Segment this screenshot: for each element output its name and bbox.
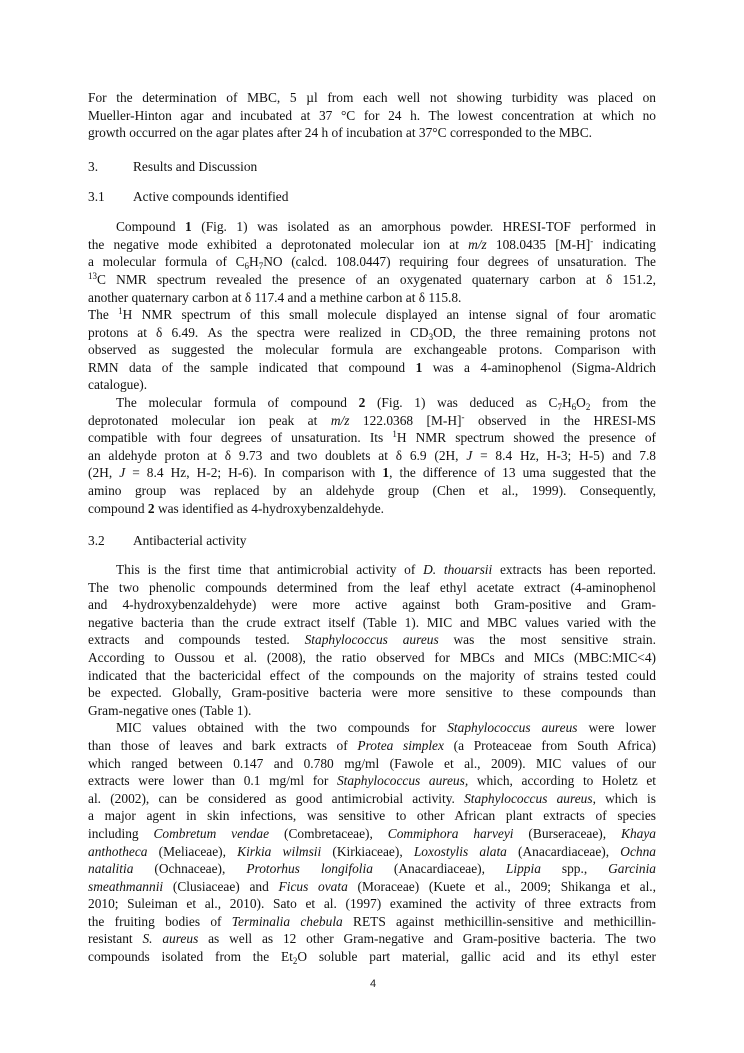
- text-line: [88, 948, 656, 966]
- text-run: O soluble part material, gallic acid and its ethyl ester: [297, 949, 656, 965]
- page-body: [88, 89, 656, 966]
- text-line: [88, 218, 656, 236]
- text-run: protons at δ 6.49. As the spectra were realized in CD: [88, 324, 429, 340]
- text-line: [88, 464, 656, 482]
- paragraph: [88, 561, 656, 719]
- text-line: [88, 913, 656, 931]
- text-run: = 8.4 Hz, H-2; H-6). In comparison with: [125, 465, 383, 481]
- text-run: H: [561, 395, 572, 411]
- text-line: [88, 359, 656, 377]
- subscript-text: 7: [258, 261, 264, 271]
- text-line: [88, 719, 656, 737]
- text-line: [88, 579, 656, 597]
- bold-text: 1: [382, 465, 390, 481]
- text-line: [88, 376, 656, 394]
- text-run: = 8.4 Hz, H-3; H-5) and 7.8: [472, 447, 656, 463]
- section-title: Active compounds identified: [133, 189, 289, 205]
- italic-text: Khaya: [621, 825, 656, 841]
- text-run: 2010; Suleiman et al., 2010). Sato et al. (1997) examined the activity of three extracts from: [88, 896, 656, 912]
- text-run: the fruiting bodies of: [88, 913, 232, 929]
- page-number: 4: [369, 978, 377, 990]
- text-line: [88, 482, 656, 500]
- text-run: and 4-hydroxybenzaldehyde) were more active against both Gram-positive and Gram-: [88, 597, 656, 613]
- text-run: compound: [88, 500, 148, 516]
- text-run: C NMR spectrum revealed the presence of an oxygenated quaternary carbon at δ 151.2,: [97, 271, 656, 287]
- text-run: was a 4-aminophenol (Sigma-Aldrich: [422, 359, 656, 375]
- italic-text: J: [466, 447, 473, 463]
- italic-text: anthotheca: [88, 843, 148, 859]
- text-run: was the most sensitive strain.: [438, 632, 656, 648]
- text-run: growth occurred on the agar plates after 24 h of incubation at 37°C corresponded to the MBC.: [88, 125, 593, 141]
- text-run: (Ochnaceae),: [133, 861, 247, 877]
- text-run: observed as suggested the molecular formula are exchangeable protons. Comparison with: [88, 342, 656, 358]
- section-heading: [88, 532, 656, 550]
- text-run: indicated that the bactericidal effect of the compounds on the majority of strains tested could: [88, 667, 656, 683]
- text-run: which, according to Holetz et: [468, 773, 656, 789]
- italic-text: Lippia: [505, 861, 541, 877]
- text-run: (Kirkiaceae),: [321, 843, 414, 859]
- superscript-text: -: [590, 235, 594, 246]
- italic-text: smeathmannii: [88, 878, 164, 894]
- text-run: from the: [590, 395, 656, 411]
- section-number: 3.2: [88, 533, 105, 549]
- text-line: [88, 684, 656, 702]
- text-run: 108.0435 [M-H]: [486, 236, 591, 252]
- text-run: indicating: [593, 236, 656, 252]
- text-run: deprotonated molecular ion peak at: [88, 412, 331, 428]
- text-line: [88, 306, 656, 324]
- text-run: extracts and compounds tested.: [88, 632, 305, 648]
- italic-text: Kirkia wilmsii: [237, 843, 322, 859]
- text-run: (Anacardiaceae),: [372, 861, 506, 877]
- text-line: [88, 89, 656, 107]
- text-run: were lower: [577, 720, 656, 736]
- italic-text: Loxostylis alata: [413, 843, 507, 859]
- text-line: [88, 755, 656, 773]
- text-run: , which is: [592, 790, 656, 806]
- text-line: [88, 825, 656, 843]
- text-run: (Fig. 1) was isolated as an amorphous powder. HRESI-TOF performed in: [191, 219, 656, 235]
- italic-text: Staphylococcus aureus: [447, 720, 578, 736]
- text-run: negative bacteria than the crude extract itself (Table 1). MIC and MBC values varied with the: [88, 614, 656, 630]
- subscript-text: 3: [428, 331, 434, 342]
- text-run: extracts has been reported.: [492, 562, 656, 578]
- italic-text: Staphylococcus aureus,: [336, 773, 469, 789]
- italic-text: Combretum vendae: [153, 825, 270, 841]
- section-number: 3.1: [88, 189, 105, 205]
- bold-text: 1: [185, 219, 192, 235]
- text-line: [88, 107, 656, 125]
- text-run: including: [88, 825, 154, 841]
- text-run: spp.,: [540, 861, 609, 877]
- text-run: which ranged between 0.147 and 0.780 mg/ml (Fawole et al., 2009). MIC values of our: [88, 755, 656, 771]
- text-line: [88, 702, 656, 720]
- text-run: According to Oussou et al. (2008), the ratio observed for MBCs and MICs (MBC:MIC<4): [88, 649, 656, 665]
- text-run: H: [249, 254, 259, 270]
- text-line: [88, 631, 656, 649]
- text-line: [88, 429, 656, 447]
- text-run: (Meliaceae),: [147, 843, 238, 859]
- text-run: MIC values obtained with the two compounds for: [116, 720, 448, 736]
- text-line: [88, 561, 656, 579]
- text-line: [88, 412, 656, 430]
- text-run: than those of leaves and bark extracts of: [88, 737, 358, 753]
- paragraph: [88, 89, 656, 142]
- text-run: The: [88, 307, 119, 323]
- bold-text: 2: [147, 500, 155, 516]
- bold-text: 1: [415, 359, 423, 375]
- text-line: [88, 124, 656, 142]
- italic-text: m/z: [330, 412, 350, 428]
- text-run: H NMR spectrum of this small molecule displayed an intense signal of four aromatic: [122, 307, 656, 323]
- text-run: compatible with four degrees of unsaturation. Its: [88, 430, 393, 446]
- section-title: Antibacterial activity: [133, 533, 247, 549]
- italic-text: Terminalia chebula: [231, 913, 343, 929]
- text-line: [88, 667, 656, 685]
- text-run: (Burseraceae),: [513, 825, 622, 841]
- text-line: [88, 895, 656, 913]
- text-run: (a Proteaceae from South Africa): [443, 737, 656, 753]
- text-run: a major agent in skin infections, was sensitive to other African plant extracts of species: [88, 808, 656, 824]
- bold-text: 2: [358, 395, 366, 411]
- text-run: Compound: [116, 219, 186, 235]
- italic-text: S. aureus: [142, 931, 199, 947]
- text-run: another quaternary carbon at δ 117.4 and a methine carbon at δ 115.8.: [88, 289, 462, 305]
- superscript-text: 1: [118, 306, 123, 317]
- text-run: (Fig. 1) was deduced as C: [365, 395, 558, 411]
- subscript-text: 6: [571, 402, 577, 412]
- text-run: RETS against methicillin-sensitive and methicillin-: [342, 913, 656, 929]
- text-run: resistant: [88, 931, 143, 947]
- text-line: [88, 649, 656, 667]
- text-line: [88, 737, 656, 755]
- text-run: Gram-negative ones (Table 1).: [88, 702, 252, 718]
- subscript-text: 7: [557, 402, 562, 412]
- paragraph: [88, 306, 656, 394]
- text-run: a molecular formula of C: [88, 254, 245, 270]
- text-line: [88, 843, 656, 861]
- text-line: [88, 447, 656, 465]
- text-run: (Moraceae) (Kuete et al., 2009; Shikanga et al.,: [347, 878, 656, 894]
- italic-text: natalitia: [88, 861, 134, 877]
- text-run: (2H,: [88, 465, 120, 481]
- italic-text: Garcinia: [608, 861, 656, 877]
- text-run: The molecular formula of compound: [116, 395, 359, 411]
- text-line: [88, 614, 656, 632]
- text-line: [88, 860, 656, 878]
- text-line: [88, 236, 656, 254]
- text-run: amino group was replaced by an aldehyde group (Chen et al., 1999). Consequently,: [88, 483, 656, 499]
- italic-text: m/z: [468, 236, 487, 252]
- text-run: catalogue).: [88, 377, 148, 393]
- italic-text: Protea simplex: [357, 737, 444, 753]
- text-line: [88, 253, 656, 271]
- text-run: the negative mode exhibited a deprotonated molecular ion at: [88, 236, 469, 252]
- text-run: was identified as 4-hydroxybenzaldehyde.: [154, 500, 385, 516]
- text-run: , the difference of 13 uma suggested that the: [389, 465, 656, 481]
- text-line: [88, 271, 656, 289]
- section-heading: [88, 188, 656, 206]
- text-line: [88, 807, 656, 825]
- italic-text: D. thouarsii: [423, 562, 493, 578]
- italic-text: J: [119, 465, 126, 481]
- italic-text: Staphylococcus aureus: [464, 790, 593, 806]
- text-run: 122.0368 [M-H]: [349, 412, 462, 428]
- text-run: H NMR spectrum showed the presence of: [396, 430, 656, 446]
- paragraph: [88, 218, 656, 306]
- text-run: For the determination of MBC, 5 µl from each well not showing turbidity was placed on: [88, 90, 656, 105]
- text-line: [88, 772, 656, 790]
- text-line: [88, 394, 656, 412]
- paragraph: [88, 394, 656, 517]
- text-line: [88, 341, 656, 359]
- italic-text: Ficus ovata: [278, 878, 348, 894]
- text-line: [88, 930, 656, 948]
- superscript-text: -: [461, 411, 465, 422]
- text-run: al. (2002), can be considered as good antimicrobial activity.: [88, 790, 465, 806]
- text-run: NO (calcd. 108.0447) requiring four degrees of unsaturation. The: [263, 254, 656, 270]
- text-run: (Combretaceae),: [269, 825, 388, 841]
- text-line: [88, 790, 656, 808]
- text-line: [88, 500, 656, 518]
- text-run: extracts were lower than 0.1 mg/ml for: [88, 773, 337, 789]
- text-line: [88, 324, 656, 342]
- text-run: as well as 12 other Gram-negative and Gram-positive bacteria. The two: [198, 931, 656, 947]
- paragraph: [88, 719, 656, 965]
- text-run: Mueller-Hinton agar and incubated at 37 °C for 24 h. The lowest concentration at which no: [88, 107, 656, 123]
- text-run: (Clusiaceae) and: [163, 878, 279, 894]
- superscript-text: 1: [392, 429, 397, 440]
- text-run: compounds isolated from the Et: [88, 949, 293, 965]
- text-run: O: [576, 395, 586, 411]
- text-run: observed in the HRESI-MS: [464, 412, 656, 428]
- subscript-text: 2: [585, 402, 591, 412]
- italic-text: Protorhus longifolia: [246, 861, 373, 877]
- text-run: OD, the three remaining protons not: [433, 324, 656, 340]
- subscript-text: 6: [244, 261, 250, 271]
- text-run: The two phenolic compounds determined from the leaf ethyl acetate extract (4-aminophenol: [88, 579, 656, 595]
- text-run: (Anacardiaceae),: [506, 843, 621, 859]
- italic-text: Ochna: [620, 843, 656, 859]
- text-line: [88, 878, 656, 896]
- text-run: This is the first time that antimicrobial activity of: [116, 562, 424, 578]
- section-title: Results and Discussion: [133, 159, 258, 175]
- superscript-text: 13: [88, 270, 97, 281]
- subscript-text: 2: [292, 956, 298, 966]
- text-run: an aldehyde proton at δ 9.73 and two doublets at δ 6.9 (2H,: [88, 447, 467, 463]
- text-run: be expected. Globally, Gram-positive bacteria were more sensitive to these compounds than: [88, 685, 656, 701]
- text-line: [88, 289, 656, 307]
- section-heading: [88, 158, 656, 176]
- text-line: [88, 596, 656, 614]
- section-number: 3.: [88, 159, 99, 175]
- text-run: RMN data of the sample indicated that compound: [88, 359, 416, 375]
- italic-text: Commiphora harveyi: [387, 825, 514, 841]
- italic-text: Staphylococcus aureus: [304, 632, 439, 648]
